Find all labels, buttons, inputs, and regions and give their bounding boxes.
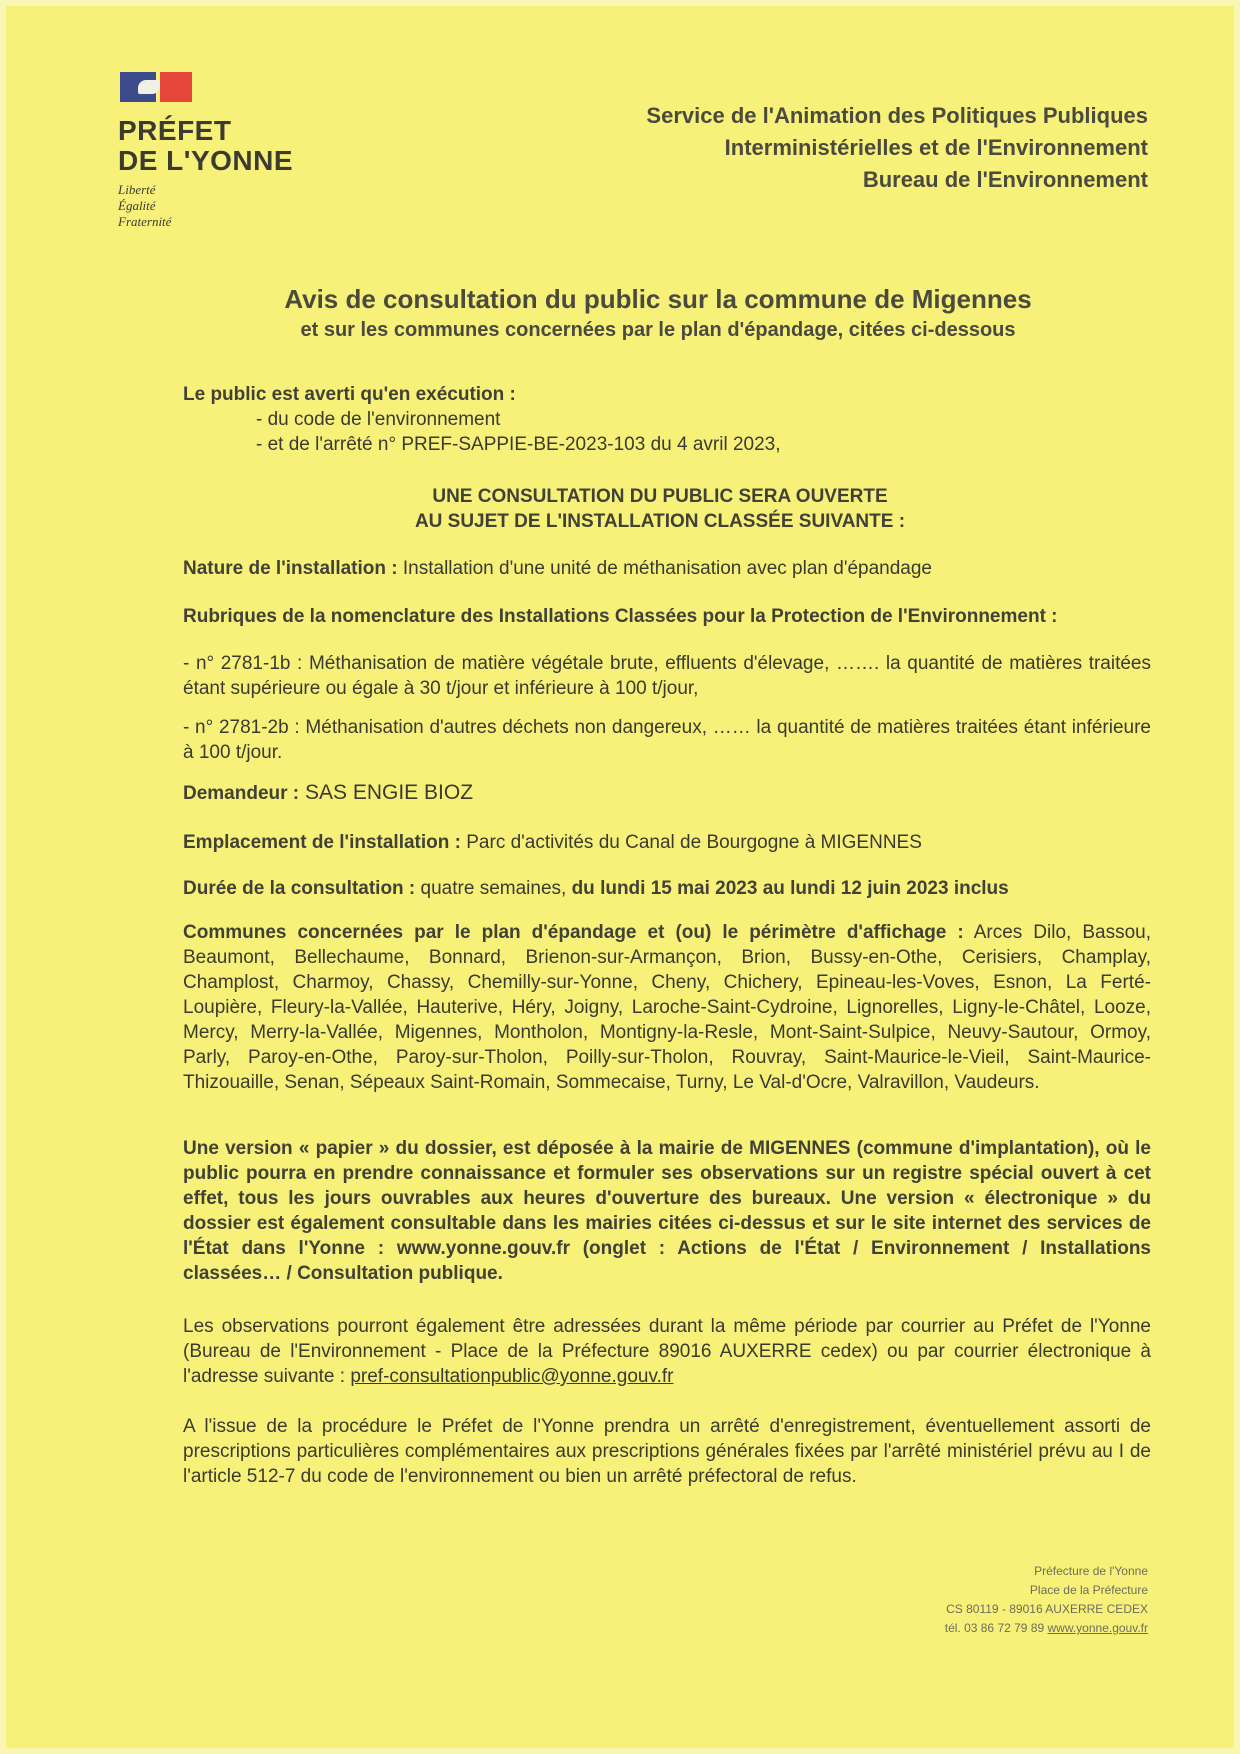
notice-title: Avis de consultation du public sur la commune de Migennes et sur les communes concernées par le plan d'épandage, citées ci-dessous	[284, 284, 1032, 341]
republic-motto: Liberté Égalité Fraternité	[118, 182, 172, 229]
dossier-section: Une version « papier » du dossier, est déposée à la mairie de MIGENNES (commune d'implantation), où le public pourra en prendre connaissance et formuler ses observations sur un registre spécial ouvert à cet effet, tous les jours ouvrables aux heures d'ouverture des bureaux. Une version « électronique » du dossier est également consultable dans les mairies citées ci-dessus et sur le site internet des services de l'État dans l'Yonne : www.yonne.gouv.fr (onglet : Actions de l'État / Environnement / Installations classées… / Consultation publique.	[183, 1138, 1151, 1284]
email-link[interactable]: pref-consultationpublic@yonne.gouv.fr	[350, 1366, 674, 1387]
marianne-flag-icon	[118, 72, 194, 104]
intro-block: Le public est averti qu'en exécution : - du code de l'environnement - et de l'arrêté n° PREF-SAPPIE-BE-2023-103 du 4 avril 2023,	[183, 384, 781, 455]
duree-section: Durée de la consultation : quatre semaines, du lundi 15 mai 2023 au lundi 12 juin 2023 inclus	[183, 878, 1009, 899]
issue-section: A l'issue de la procédure le Préfet de l'Yonne prendra un arrêté d'enregistrement, éventuellement assorti de prescriptions particulières complémentaires aux prescriptions générales fixées par l'arrêté ministériel prévu au I de l'article 512-7 du code de l'environnement ou bien un arrêté préfectoral de refus.	[183, 1416, 1151, 1487]
nature-section: Nature de l'installation : Installation d'une unité de méthanisation avec plan d'épandage	[183, 558, 932, 579]
observations-section: Les observations pourront également être adressées durant la même période par courrier au Préfet de l'Yonne (Bureau de l'Environnement - Place de la Préfecture 89016 AUXERRE cedex) ou par courrier électronique à l'adresse suivante : pref-consultationpublic@yonne.gouv.fr	[183, 1316, 1151, 1387]
emplacement-section: Emplacement de l'installation : Parc d'activités du Canal de Bourgogne à MIGENNES	[183, 832, 922, 853]
logo-name: PRÉFET DE L'YONNE	[118, 115, 294, 176]
announcement: UNE CONSULTATION DU PUBLIC SERA OUVERTE AU SUJET DE L'INSTALLATION CLASSÉE SUIVANTE :	[414, 486, 906, 532]
footer-address: Préfecture de l'Yonne Place de la Préfecture CS 80119 - 89016 AUXERRE CEDEX tél. 03 86 72 79 89 www.yonne.gouv.fr	[944, 1564, 1148, 1635]
service-heading: Service de l'Animation des Politiques Publiques Interministérielles et de l'Environnement Bureau de l'Environnement	[646, 103, 1148, 192]
rubriques-section: Rubriques de la nomenclature des Installations Classées pour la Protection de l'Environnement : - n° 2781-1b : Méthanisation de matière végétale brute, effluents d'élevage, ……. la quantité de matières traitées étant supérieure ou égale à 30 t/jour et inférieure à 100 t/jour, - n° 2781-2b : Méthanisation d'autres déchets non dangereux, …… la quantité de matières traitées étant inférieure à 100 t/jour.	[183, 606, 1151, 763]
communes-section: Communes concernées par le plan d'épandage et (ou) le périmètre d'affichage : Arces Dilo, Bassou, Beaumont, Bellechaume, Bonnard, Brienon-sur-Armançon, Brion, Bussy-en-Othe, Cerisiers, Champlay, Champlost, Charmoy, Chassy, Chemilly-sur-Yonne, Cheny, Chichery, Epineau-les-Voves, Esnon, La Ferté-Loupière, Fleury-la-Vallée, Hauterive, Héry, Joigny, Laroche-Saint-Cydroine, Lignorelles, Ligny-le-Châtel, Looze, Mercy, Merry-la-Vallée, Migennes, Montholon, Montigny-la-Resle, Mont-Saint-Sulpice, Neuvy-Sautour, Ormoy, Parly, Paroy-en-Othe, Paroy-sur-Tholon, Poilly-sur-Tholon, Rouvray, Saint-Maurice-le-Vieil, Saint-Maurice-Thizouaille, Senan, Sépeaux Saint-Romain, Sommecaise, Turny, Le Val-d'Ocre, Valravillon, Vaudeurs.	[183, 922, 1151, 1093]
website-link[interactable]: www.yonne.gouv.fr	[1047, 1621, 1148, 1635]
prefet-logo	[118, 72, 293, 230]
demandeur-section: Demandeur : SAS ENGIE BIOZ	[183, 781, 474, 804]
